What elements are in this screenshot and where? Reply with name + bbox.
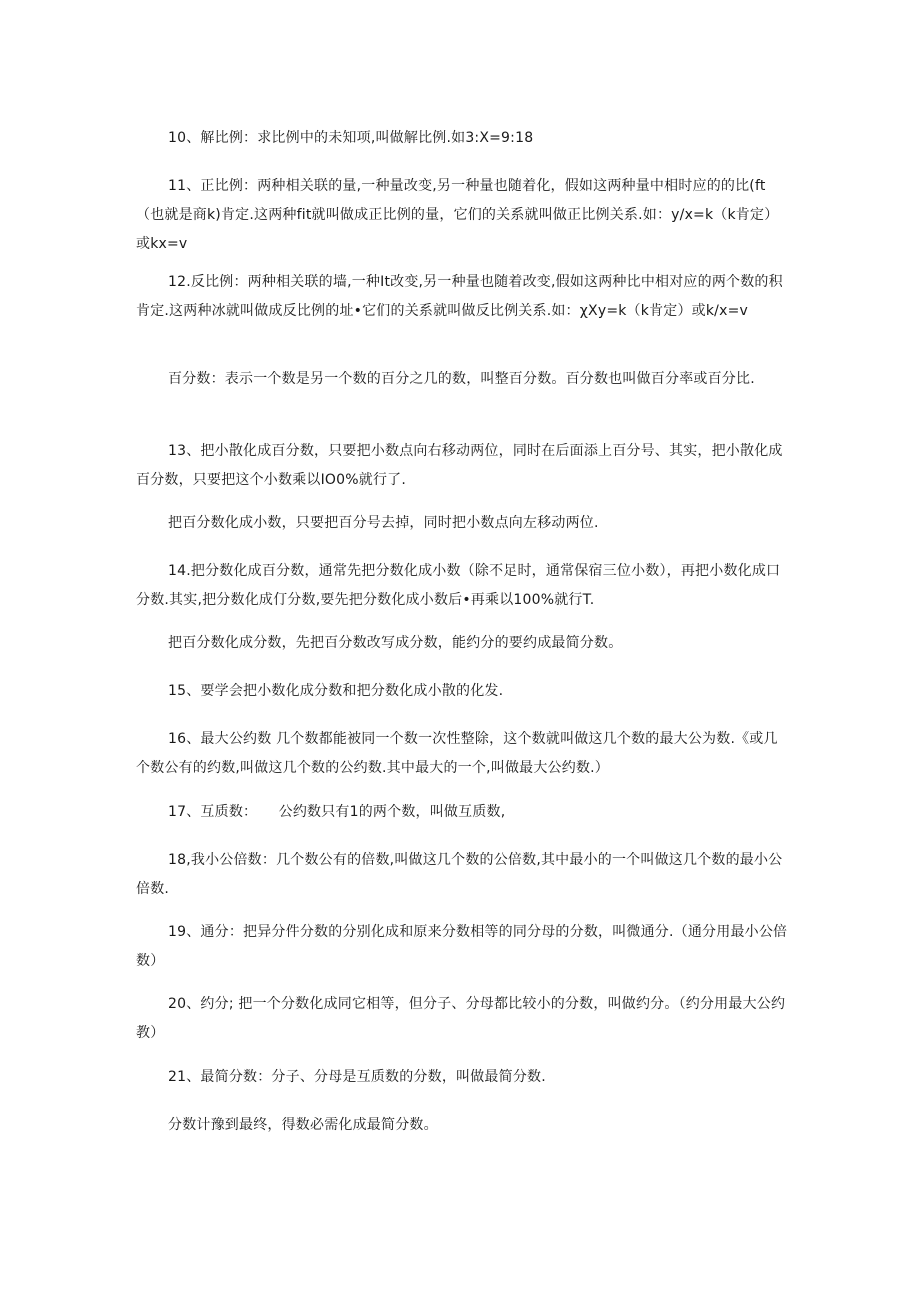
- paragraph-15-conversion-method: 15、要学会把小数化成分数和把分数化成小散的化发.: [168, 683, 504, 699]
- paragraph-12-inverse-proportion: 12.反比例：两种相关联的墙,一种It改变,另一种量也随着改变,假如这两种比中相对应的两个数的积肯定.这两种冰就叫做成反比例的址•它们的关系就叫做反比例关系.如：χXy=k（k肯定）或k/x=v: [136, 274, 783, 319]
- paragraph-14-fraction-to-percent: 14.把分数化成百分数，通常先把分数化成小数（除不足时，通常保宿三位小数），再把小数化成口分数.其实,把分数化成仃分数,要先把分数化成小数后•再乘以100%就行T.: [136, 563, 781, 608]
- paragraph-19-common-denominator: 19、通分：把异分件分数的分别化成和原来分数相等的同分母的分数，叫微通分.（通分用最小公倍数）: [136, 924, 788, 969]
- paragraph-18-least-common-multiple: 18,我小公倍数：几个数公有的倍数,叫做这几个数的公倍数,其中最小的一个叫做这几个数的最小公倍数.: [136, 852, 783, 897]
- paragraph-13-decimal-to-percent: 13、把小散化成百分数，只要把小数点向右移动两位，同时在后面添上百分号、其实，把小散化成百分数，只要把这个小数乘以IO0%就行了.: [136, 443, 783, 488]
- paragraph-simplest-fraction-rule: 分数计豫到最终，得数必需化成最简分数。: [168, 1117, 438, 1133]
- paragraph-percent-to-fraction: 把百分数化成分数，先把百分数改写成分数，能约分的要约成最简分数。: [168, 635, 623, 651]
- paragraph-percentage-definition: 百分数：表示一个数是另一个数的百分之几的数，叫整百分数。百分数也叫做百分率或百分比.: [168, 371, 755, 387]
- paragraph-percent-to-decimal: 把百分数化成小数，只要把百分号去掉，同时把小数点向左移动两位.: [168, 515, 599, 531]
- paragraph-16-greatest-common-divisor: 16、最大公约数 几个数都能被同一个数一次性整除，这个数就叫做这几个数的最大公为数.《或几个数公有的约数,叫做这几个数的公约数.其中最大的一个,叫做最大公约数.）: [136, 731, 778, 776]
- paragraph-20-reduce-fraction: 20、约分; 把一个分数化成同它相等，但分子、分母都比较小的分数，叫做约分。（约分用最大公约教）: [136, 996, 786, 1041]
- paragraph-11-direct-proportion: 11、正比例：两种相关联的量,一种量改变,另一种量也随着化，假如这两种量中相时应的的比(ft（也就是商k)肯定.这两种fit就叫做成正比例的量，它们的关系就叫做正比例关系.如：y/x=k（k肯定）或kx=v: [136, 178, 779, 252]
- paragraph-21-simplest-fraction: 21、最简分数：分子、分母是互质数的分数，叫做最简分数.: [168, 1069, 546, 1085]
- paragraph-10-solve-proportion: 10、解比例：求比例中的未知项,叫做解比例.如3:X=9:18: [168, 130, 534, 146]
- paragraph-17-coprime-numbers: 17、互质数： 公约数只有1的两个数，叫做互质数,: [168, 804, 506, 820]
